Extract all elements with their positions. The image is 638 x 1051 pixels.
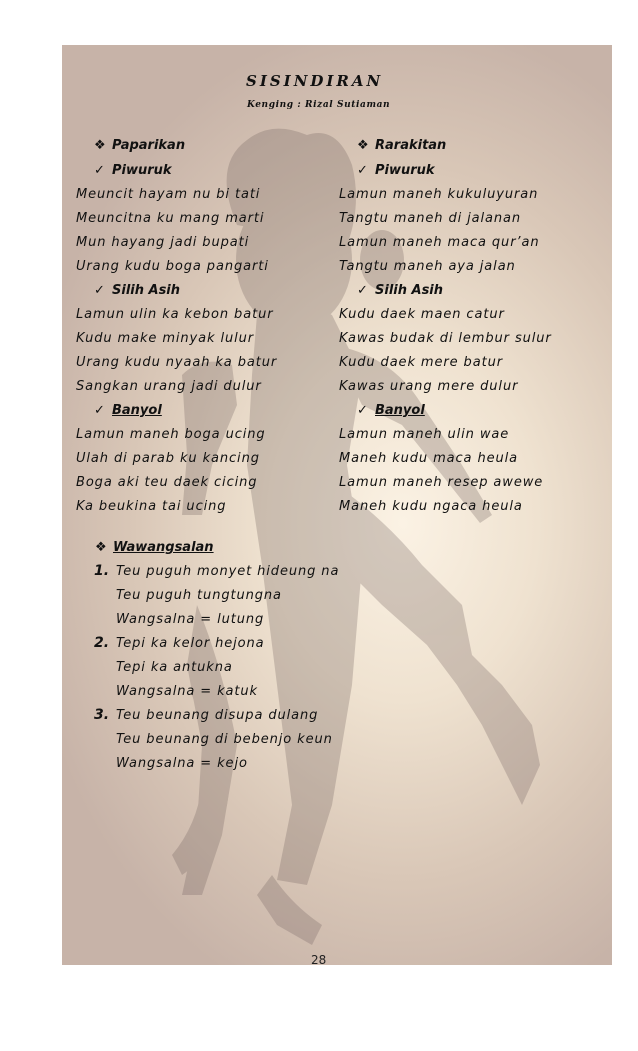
check-icon: ✓ [94,403,105,418]
wawangsalan-line: Tepi ka antukna [116,660,233,675]
wawangsalan-line: Teu beunang di bebenjo keun [116,732,333,747]
left-piwuruk-label: Piwuruk [112,163,172,178]
left-line: Urang kudu nyaah ka batur [76,355,278,370]
left-piwuruk-heading [94,163,172,178]
paparikan-heading [94,138,185,153]
right-line: Maneh kudu ngaca heula [339,499,523,514]
right-line: Kudu daek maen catur [339,307,505,322]
right-line: Tangtu maneh aya jalan [339,259,516,274]
left-line: Boga aki teu daek cicing [76,475,258,490]
check-icon: ✓ [94,163,105,178]
right-silih-asih-heading [357,283,443,298]
diamond-bullet-icon: ❖ [94,138,106,153]
item-number: 1. [94,563,110,579]
item-number: 2. [94,635,110,651]
right-line: Tangtu maneh di jalanan [339,211,522,226]
right-line: Kawas urang mere dulur [339,379,519,394]
page-subtitle: Kenging : Rizal Sutiaman [247,100,391,110]
wawangsalan-line: Teu puguh monyet hideung na [116,564,340,579]
rarakitan-heading [357,138,446,153]
wawangsalan-line: Teu beunang disupa dulang [116,708,319,723]
right-line: Lamun maneh resep awewe [339,475,544,490]
wawangsalan-line: Wangsalna = katuk [116,684,258,699]
page-number: 28 [311,953,327,967]
left-line: Sangkan urang jadi dulur [76,379,262,394]
left-line: Lamun ulin ka kebon batur [76,307,274,322]
left-line: Ka beukina tai ucing [76,499,227,514]
left-silih-asih-heading [94,283,180,298]
diamond-bullet-icon: ❖ [95,540,107,555]
item-number: 3. [94,707,110,723]
wawangsalan-line: Teu puguh tungtungna [116,588,282,603]
right-piwuruk-label: Piwuruk [375,163,435,178]
check-icon: ✓ [357,403,368,418]
diamond-bullet-icon: ❖ [357,138,369,153]
wawangsalan-label: Wawangsalan [113,540,214,555]
wawangsalan-line: Tepi ka kelor hejona [116,636,265,651]
check-icon: ✓ [94,283,105,298]
left-banyol-heading [94,403,162,418]
left-banyol-label: Banyol [112,403,162,418]
right-banyol-heading [357,403,425,418]
left-line: Meuncit hayam nu bi tati [76,187,261,202]
left-line: Meuncitna ku mang marti [76,211,265,226]
wawangsalan-line: Wangsalna = kejo [116,756,248,771]
right-line: Kudu daek mere batur [339,355,503,370]
wawangsalan-heading [95,540,214,555]
right-line: Maneh kudu maca heula [339,451,519,466]
left-line: Kudu make minyak lulur [76,331,255,346]
right-line: Lamun maneh maca qur’an [339,235,540,250]
right-piwuruk-heading [357,163,435,178]
paparikan-label: Paparikan [112,138,186,153]
right-line: Lamun maneh kukuluyuran [339,187,539,202]
page-title: SISINDIRAN [246,72,384,90]
right-banyol-label: Banyol [375,403,425,418]
rarakitan-label: Rarakitan [375,138,447,153]
left-line: Ulah di parab ku kancing [76,451,260,466]
left-line: Lamun maneh boga ucing [76,427,266,442]
wawangsalan-line: Wangsalna = lutung [116,612,265,627]
left-line: Mun hayang jadi bupati [76,235,250,250]
right-line: Lamun maneh ulin wae [339,427,510,442]
left-silih-asih-label: Silih Asih [112,283,181,298]
right-line: Kawas budak di lembur sulur [339,331,552,346]
check-icon: ✓ [357,163,368,178]
right-silih-asih-label: Silih Asih [375,283,444,298]
check-icon: ✓ [357,283,368,298]
left-line: Urang kudu boga pangarti [76,259,269,274]
